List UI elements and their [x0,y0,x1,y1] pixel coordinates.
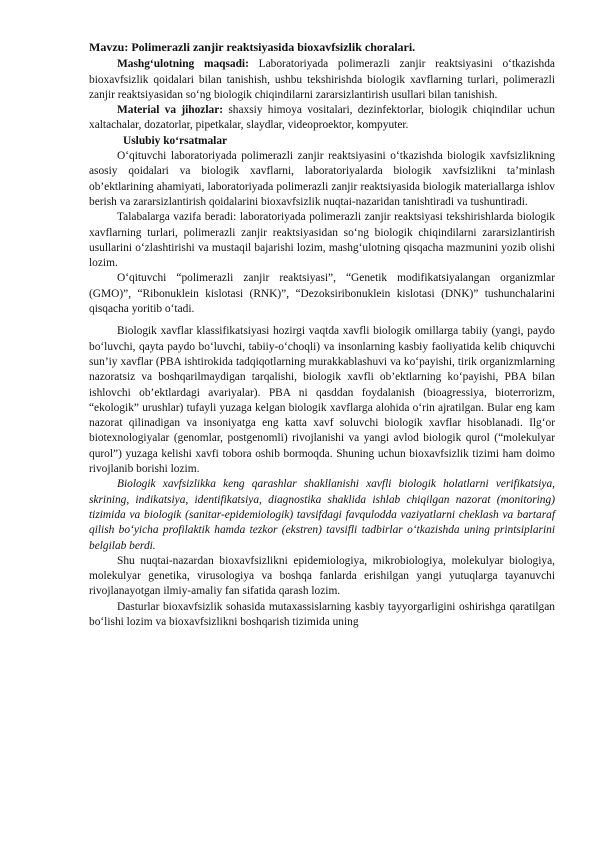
goal-text: Laboratoriyada polimerazli zanjir reaktsiyasini o‘tkazishda bioxavfsizlik qoidalari bilan tanishish, ushbu tekshirishda biologik xavflarning turlari, polimerazli zanjir reaktsiyasidan so‘ng biologik chiqindilarni zararsizlantirish usullari bilan tanishish. [89,58,555,101]
goal-paragraph [89,57,555,103]
paragraph-task: Talabalarga vazifa beradi: laboratoriyada polimerazli zanjir reaktsiyasi tekshirishlarda biologik xavflarning turlari, polimerazli zanjir reaktsiyasidan so‘ng biologik chiqindilarni zararsizlantirish usullarini o‘zlashtirishi va mustaqil bajarishi lozim, mashg‘ulotning qisqacha mazmunini yozib olishi lozim. [89,211,555,270]
paragraph-italic: Biologik xavfsizlikka keng qarashlar shakllanishi xavfli biologik holatlarni verifikatsiya, skrining, indikatsiya, identifikatsiya, diagnostika shaklida ishlab chiqilgan nazorat (monitoring) tizimida va biologik (sanitar-epidemiologik) tavsifdagi favqulodda vaziyatlarni cheklash va bartaraf qilish bo‘yicha profilaktik hamda tezkor (ekstren) tavsifli tadbirlar o‘tkazishda uning printsiplarini belgilab berdi. [89,478,555,552]
section-heading: Uslubiy ko‘rsatmalar [123,134,228,147]
paragraph-programs: Dasturlar bioxavfsizlik sohasida mutaxassislarning kasbiy tayyorgarligini oshirishga qaratilgan bo‘lishi lozim va bioxavfsizlikni boshqarish tizimida uning [89,600,555,628]
paragraph-viewpoint: Shu nuqtai-nazardan bioxavfsizlikni epidemiologiya, mikrobiologiya, molekulyar biologiya, molekulyar genetika, virusologiya va boshqa fanlarda erishilgan yangi yutuqlarga tayanuvchi rivojlanayotgan ilmiy-amaliy fan sifatida qarash lozim. [89,554,555,598]
materials-label: Material va jihozlar: [117,104,224,117]
paragraph-concepts: O‘qituvchi “polimerazli zanjir reaktsiyasi”, “Genetik modifikatsiyalangan organizmlar (GMO)”, “Ribonuklein kislotasi (RNK)”, “Dezoksiribonuklein kislotasi (DNK)” tushunchalarini qisqacha yoritib o‘tadi. [89,272,555,316]
paragraph-classification: Biologik xavflar klassifikatsiyasi hozirgi vaqtda xavfli biologik omillarga tabiiy (yangi, paydo bo‘luvchi, qayta paydo bo‘luvchi, tabiiy-o‘choqli) va insonlarning kasbiy faoliyatida kelib chiquvchi sun’iy xavflar (PBA ishtirokida tadqiqotlarning murakkablashuvi va ko‘payishi, tirik organizmlarning nazoratsiz va boshqarilmaydigan tarqalishi, biologik xavfli ob’ektlarning ko‘payishi, PBA bilan ishlovchi ob’ektlardagi avariyalar). PBA ni qasddan foydalanish (bioagressiya, bioterrorizm, “ekologik” urushlar) tufayli yuzaga kelgan biologik xavflarga alohida o‘rin ajratilgan. Bular eng kam nazorat qilinadigan va insoniyatga eng katta xavf soluvchi biologik xavflar hisoblanadi. Ilg‘or biotexnologiyalar (genomlar, postgenomli) rivojlanishi va yangi avlod biologik qurol (“molekulyar qurol”) yuzaga kelishi xavfi tobora oshib bormoqda. Shuning uchun bioxavfsizlik tizimi ham doimo rivojlanib borishi lozim. [89,325,555,476]
page-title: Mavzu: Polimerazli zanjir reaktsiyasida bioxavfsizlik choralari. [89,40,416,54]
document-page [89,40,555,630]
materials-paragraph [89,103,555,134]
paragraph-intro: O‘qituvchi laboratoriyada polimerazli zanjir reaktsiyasini o‘tkazishda biologik xavfsizlikning asosiy qoidalari va biologik xavflarni, laboratoriyalarda biologik xavfsizlikni ta’minlash ob’ektlarining ahamiyati, laboratoriyada polimerazli zanjir reaktsiyasida biologik materiallarga ishlov berish va zararsizlantirish qoidalarini bioxavfsizlik nuqtai-nazaridan tanishtiradi va tushuntiradi. [89,150,555,208]
materials-text: shaxsiy himoya vositalari, dezinfektorlar, biologik chiqindilar uchun xaltachalar, dozatorlar, pipetkalar, slaydlar, videoproektor, kompyuter. [89,104,555,132]
goal-label: Mashg‘ulotning maqsadi: [117,58,249,71]
